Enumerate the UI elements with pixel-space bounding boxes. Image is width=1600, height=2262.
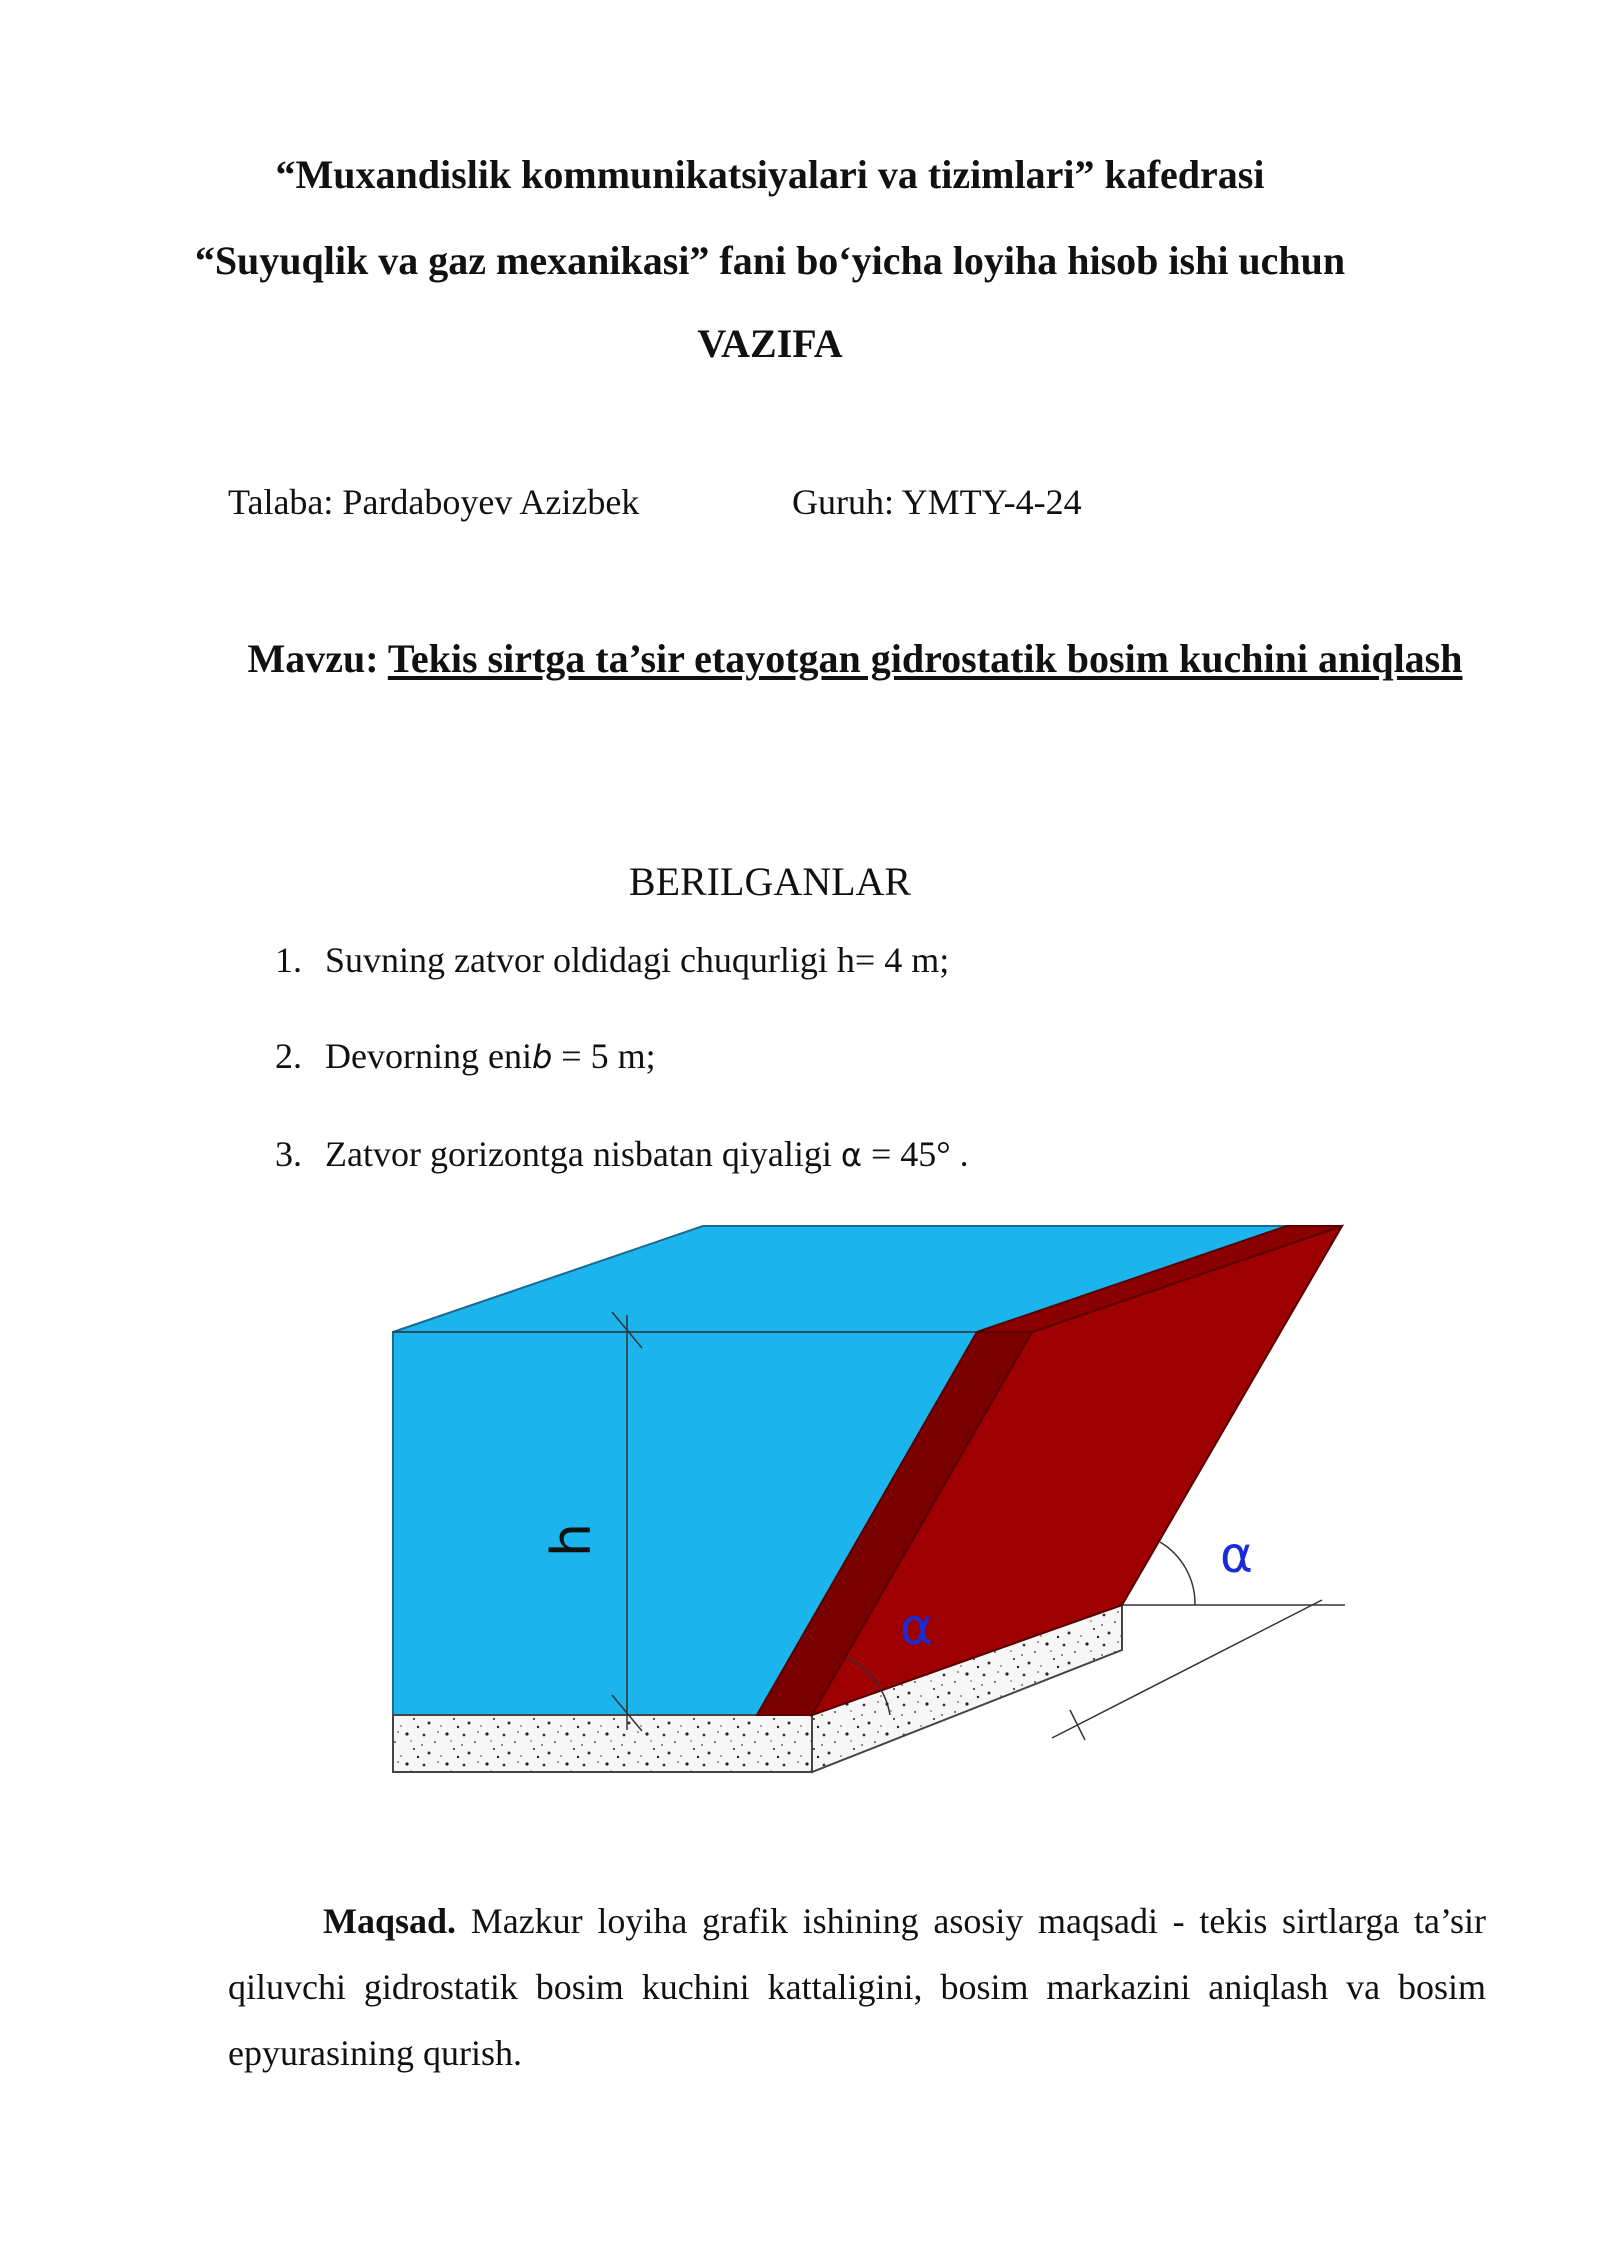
- given-item-number: 1.: [275, 940, 302, 980]
- given-item: [275, 1034, 656, 1079]
- given-item-value: = 5 m;: [552, 1036, 656, 1076]
- given-item-number: 2.: [275, 1036, 302, 1076]
- given-item-text: Zatvor gorizontga nisbatan qiyaligi: [325, 1134, 841, 1174]
- given-item-number: 3.: [275, 1134, 302, 1174]
- width-symbol: b: [531, 1038, 553, 1076]
- department-title: “Muxandislik kommunikatsiyalari va tizimlari” kafedrasi: [275, 152, 1265, 197]
- student-name: Talaba: Pardaboyev Azizbek: [228, 482, 640, 522]
- ground-front-face: [393, 1715, 812, 1772]
- given-item-text: Suvning zatvor oldidagi chuqurligi h= 4 m;: [325, 940, 950, 980]
- goal-text: Mazkur loyiha grafik ishining asosiy maqsadi - tekis sirtlarga ta’sir qiluvchi gidrostatik bosim kuchini kattaligini, bosim markazini aniqlash va bosim epyurasining qurish.: [228, 1901, 1486, 2073]
- angle-label-left: α: [900, 1598, 933, 1656]
- topic-text: Tekis sirtga ta’sir etayotgan gidrostatik bosim kuchini aniqlash: [387, 636, 1463, 681]
- angle-arc-right: [1160, 1542, 1195, 1605]
- student-group: Guruh: YMTY-4-24: [792, 482, 1082, 522]
- angle-symbol: α: [840, 1136, 862, 1174]
- height-label: h: [540, 1522, 603, 1558]
- width-tick: [1070, 1710, 1085, 1740]
- given-item-value: = 45° .: [861, 1134, 969, 1174]
- goal-paragraph: [228, 1888, 1486, 2086]
- goal-label: Maqsad.: [323, 1901, 457, 1941]
- given-item: [275, 938, 949, 982]
- topic: [230, 630, 1480, 687]
- angle-label-right: α: [1220, 1526, 1253, 1584]
- dam-gate-figure: [380, 1220, 1360, 1800]
- given-item-text: Devorning eni: [325, 1036, 532, 1076]
- topic-label: Mavzu:: [247, 636, 379, 681]
- given-item: [275, 1132, 969, 1177]
- subject-title: “Suyuqlik va gaz mexanikasi” fani bo‘yicha loyiha hisob ishi uchun: [194, 238, 1346, 283]
- given-heading: BERILGANLAR: [628, 859, 912, 904]
- task-title: VAZIFA: [697, 321, 843, 366]
